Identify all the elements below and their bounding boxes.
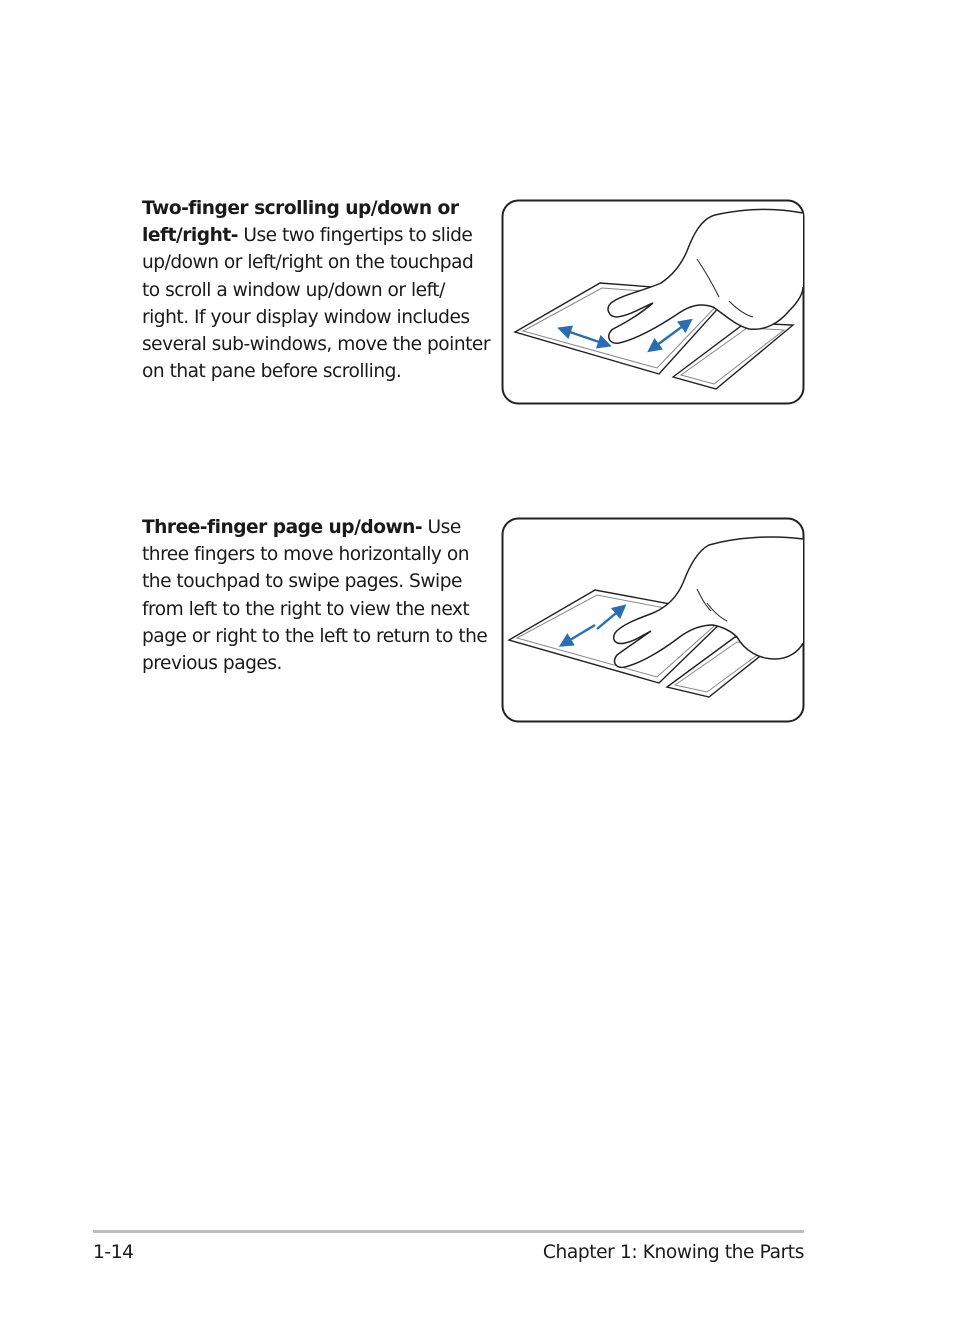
three-finger-swipe-body: Use three fingers to move horizontally on the touchpad to swipe pages. Swipe from left to the right to view the next page or right to the left to return to the previous pages. <box>142 517 488 675</box>
two-finger-scroll-illustration <box>501 199 805 405</box>
three-finger-swipe-illustration <box>501 517 805 723</box>
three-finger-swipe-description <box>142 514 494 677</box>
two-finger-scroll-description <box>142 195 494 385</box>
page-number: 1-14 <box>93 1242 134 1263</box>
footer-divider <box>93 1230 804 1233</box>
two-finger-scroll-body: Use two fingertips to slide up/down or left/right on the touchpad to scroll a window up/down or left/ right. If your display window includes several sub-windows, move the pointer on that pane before scrolling. <box>142 225 490 383</box>
two-finger-scroll-heading: Two-finger scrolling up/down or left/right- <box>142 198 459 247</box>
three-finger-swipe-heading: Three-finger page up/down- <box>142 517 423 538</box>
chapter-title: Chapter 1: Knowing the Parts <box>542 1242 804 1263</box>
